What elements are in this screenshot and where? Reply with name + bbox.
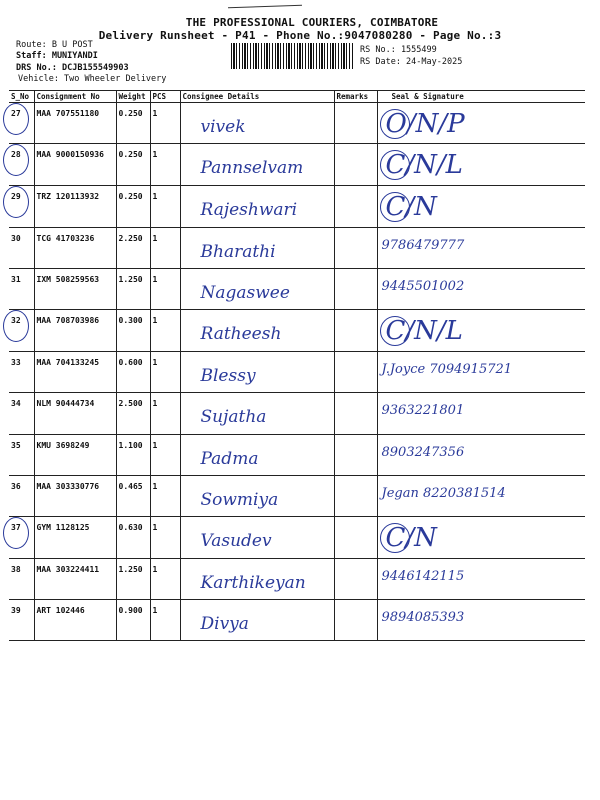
weight-text: 0.600	[118, 358, 143, 367]
weight-text: 0.250	[118, 192, 143, 201]
pcs-text: 1	[152, 234, 158, 243]
runsheet-title: Delivery Runsheet - P41 - Phone No.:9047080280 - Page No.:3	[98, 29, 502, 42]
table-row	[9, 435, 585, 476]
signature-handwritten: C/N/L	[385, 316, 463, 346]
table-row	[9, 559, 585, 600]
pcs-text: 1	[152, 523, 158, 532]
table-row	[9, 103, 585, 144]
signature-handwritten: J.Joyce 7094915721	[381, 362, 513, 377]
serial-number: 33	[11, 358, 21, 367]
signature-cell	[377, 600, 585, 641]
pcs-cell	[150, 269, 180, 310]
consignee-handwritten-name: Sowmiya	[200, 490, 279, 510]
weight-cell	[116, 476, 150, 517]
remarks-cell	[334, 269, 377, 310]
table-row	[9, 228, 585, 269]
col-header-remarks: Remarks	[334, 91, 377, 103]
col-header-sno: S_No	[9, 91, 34, 103]
weight-text: 0.250	[118, 109, 143, 118]
drs-label: DRS No.: DCJB155549903	[16, 63, 129, 73]
delivery-table	[9, 90, 585, 641]
signature-handwritten: 9363221801	[381, 403, 465, 418]
serial-number: 37	[11, 523, 21, 532]
consignment-text: TCG 41703236	[36, 234, 95, 243]
consignment-text: MAA 303330776	[36, 482, 100, 491]
consignee-handwritten-name: vivek	[200, 117, 246, 137]
sno-cell	[9, 393, 34, 435]
signature-cell	[377, 103, 585, 144]
pcs-text: 1	[152, 482, 158, 491]
consignment-text: GYM 1128125	[36, 523, 90, 532]
vehicle-label: Vehicle: Two Wheeler Delivery	[18, 74, 167, 84]
table-row	[9, 393, 585, 435]
serial-number: 28	[11, 150, 21, 159]
consignment-text: IXM 508259563	[36, 275, 100, 284]
signature-handwritten: 9894085393	[381, 610, 465, 625]
weight-cell	[116, 435, 150, 476]
pcs-cell	[150, 144, 180, 186]
consignee-cell	[180, 352, 334, 393]
sno-cell	[9, 435, 34, 476]
signature-cell	[377, 393, 585, 435]
consignee-cell	[180, 269, 334, 310]
weight-cell	[116, 352, 150, 393]
weight-cell	[116, 517, 150, 559]
serial-number: 29	[11, 192, 21, 201]
serial-number: 34	[11, 399, 21, 408]
pcs-cell	[150, 600, 180, 641]
consignment-cell	[34, 476, 116, 517]
seal-circle-mark	[380, 109, 410, 139]
signature-handwritten: 8903247356	[381, 445, 465, 460]
sno-cell	[9, 228, 34, 269]
consignment-text: MAA 708703986	[36, 316, 100, 325]
weight-text: 2.500	[118, 399, 143, 408]
consignee-handwritten-name: Sujatha	[200, 407, 267, 427]
col-header-consignee: Consignee Details	[180, 91, 334, 103]
consignee-handwritten-name: Ratheesh	[200, 324, 282, 344]
seal-circle-mark	[380, 192, 410, 222]
consignment-text: MAA 9000150936	[36, 150, 104, 159]
consignee-cell	[180, 393, 334, 435]
consignee-handwritten-name: Padma	[200, 449, 259, 469]
weight-text: 0.300	[118, 316, 143, 325]
staff-label: Staff: MUNIYANDI	[16, 51, 98, 61]
table-row	[9, 352, 585, 393]
signature-handwritten: 9445501002	[381, 279, 465, 294]
remarks-cell	[334, 186, 377, 228]
remarks-cell	[334, 103, 377, 144]
signature-cell	[377, 476, 585, 517]
signature-handwritten: C/N	[385, 523, 437, 553]
barcode	[231, 43, 354, 69]
sno-cell	[9, 310, 34, 352]
sno-cell	[9, 269, 34, 310]
pcs-cell	[150, 559, 180, 600]
consignment-cell	[34, 559, 116, 600]
remarks-cell	[334, 393, 377, 435]
table-row	[9, 600, 585, 641]
consignee-cell	[180, 517, 334, 559]
top-pen-mark	[228, 5, 302, 9]
consignee-cell	[180, 559, 334, 600]
serial-number: 39	[11, 606, 21, 615]
pcs-cell	[150, 476, 180, 517]
table-row	[9, 186, 585, 228]
signature-cell	[377, 435, 585, 476]
consignment-cell	[34, 600, 116, 641]
pcs-text: 1	[152, 399, 158, 408]
table-row	[9, 310, 585, 352]
consignment-text: MAA 704133245	[36, 358, 100, 367]
rs-date: RS Date: 24-May-2025	[360, 57, 463, 67]
consignee-handwritten-name: Rajeshwari	[200, 200, 298, 220]
col-header-weight: Weight	[116, 91, 150, 103]
weight-cell	[116, 186, 150, 228]
consignee-handwritten-name: Blessy	[200, 366, 256, 386]
consignment-cell	[34, 186, 116, 228]
rs-number: RS No.: 1555499	[360, 45, 437, 55]
signature-cell	[377, 144, 585, 186]
weight-cell	[116, 144, 150, 186]
consignment-cell	[34, 228, 116, 269]
pcs-cell	[150, 103, 180, 144]
sno-cell	[9, 600, 34, 641]
consignee-handwritten-name: Karthikeyan	[200, 573, 306, 593]
consignment-text: NLM 90444734	[36, 399, 95, 408]
signature-cell	[377, 186, 585, 228]
remarks-cell	[334, 228, 377, 269]
pcs-cell	[150, 310, 180, 352]
consignment-text: MAA 303224411	[36, 565, 100, 574]
consignee-handwritten-name: Pannselvam	[200, 158, 304, 178]
table-row	[9, 476, 585, 517]
weight-cell	[116, 559, 150, 600]
consignee-cell	[180, 228, 334, 269]
pcs-text: 1	[152, 109, 158, 118]
weight-text: 0.630	[118, 523, 143, 532]
signature-handwritten: C/N	[385, 192, 437, 222]
remarks-cell	[334, 559, 377, 600]
pcs-cell	[150, 352, 180, 393]
consignment-cell	[34, 144, 116, 186]
remarks-cell	[334, 476, 377, 517]
consignee-handwritten-name: Vasudev	[200, 531, 272, 551]
consignment-text: MAA 707551180	[36, 109, 100, 118]
weight-text: 0.250	[118, 150, 143, 159]
serial-number: 31	[11, 275, 21, 284]
weight-cell	[116, 269, 150, 310]
consignee-handwritten-name: Divya	[200, 614, 249, 634]
route-label: Route: B U POST	[16, 40, 93, 50]
signature-cell	[377, 352, 585, 393]
consignment-cell	[34, 393, 116, 435]
weight-text: 1.250	[118, 275, 143, 284]
seal-circle-mark	[380, 150, 410, 180]
signature-cell	[377, 310, 585, 352]
consignment-cell	[34, 517, 116, 559]
table-header-row	[9, 91, 585, 103]
sno-cell	[9, 559, 34, 600]
consignee-cell	[180, 310, 334, 352]
serial-number: 27	[11, 109, 21, 118]
sno-cell	[9, 103, 34, 144]
remarks-cell	[334, 310, 377, 352]
weight-text: 0.900	[118, 606, 143, 615]
signature-handwritten: O/N/P	[385, 109, 465, 139]
table-row	[9, 269, 585, 310]
remarks-cell	[334, 352, 377, 393]
remarks-cell	[334, 600, 377, 641]
pcs-cell	[150, 393, 180, 435]
pcs-text: 1	[152, 565, 158, 574]
serial-number: 36	[11, 482, 21, 491]
consignee-cell	[180, 435, 334, 476]
company-title: THE PROFESSIONAL COURIERS, COIMBATORE	[185, 16, 439, 29]
weight-cell	[116, 228, 150, 269]
consignment-cell	[34, 310, 116, 352]
signature-cell	[377, 228, 585, 269]
serial-number: 32	[11, 316, 21, 325]
serial-number: 35	[11, 441, 21, 450]
consignee-cell	[180, 600, 334, 641]
consignment-cell	[34, 103, 116, 144]
table-row	[9, 144, 585, 186]
pcs-text: 1	[152, 316, 158, 325]
consignee-cell	[180, 144, 334, 186]
col-header-signature: Seal & Signature	[377, 91, 585, 103]
serial-number: 38	[11, 565, 21, 574]
sno-cell	[9, 144, 34, 186]
signature-cell	[377, 559, 585, 600]
signature-handwritten: 9446142115	[381, 569, 465, 584]
pcs-text: 1	[152, 358, 158, 367]
weight-text: 1.100	[118, 441, 143, 450]
consignee-handwritten-name: Bharathi	[200, 242, 276, 262]
weight-text: 1.250	[118, 565, 143, 574]
seal-circle-mark	[380, 523, 410, 553]
consignee-cell	[180, 476, 334, 517]
weight-cell	[116, 600, 150, 641]
sno-cell	[9, 352, 34, 393]
signature-handwritten: Jegan 8220381514	[381, 486, 506, 501]
consignee-cell	[180, 103, 334, 144]
remarks-cell	[334, 517, 377, 559]
consignment-text: ART 102446	[36, 606, 85, 615]
consignment-cell	[34, 269, 116, 310]
consignment-text: TRZ 120113932	[36, 192, 100, 201]
remarks-cell	[334, 144, 377, 186]
sno-cell	[9, 517, 34, 559]
col-header-consignment: Consignment No	[34, 91, 116, 103]
pcs-cell	[150, 435, 180, 476]
pcs-cell	[150, 517, 180, 559]
weight-cell	[116, 103, 150, 144]
pcs-text: 1	[152, 441, 158, 450]
pcs-cell	[150, 228, 180, 269]
weight-text: 0.465	[118, 482, 143, 491]
pcs-text: 1	[152, 275, 158, 284]
signature-cell	[377, 269, 585, 310]
consignment-cell	[34, 435, 116, 476]
seal-circle-mark	[380, 316, 410, 346]
weight-cell	[116, 310, 150, 352]
pcs-text: 1	[152, 150, 158, 159]
signature-handwritten: 9786479777	[381, 238, 465, 253]
pcs-text: 1	[152, 192, 158, 201]
pcs-cell	[150, 186, 180, 228]
pcs-text: 1	[152, 606, 158, 615]
consignment-text: KMU 3698249	[36, 441, 90, 450]
sno-cell	[9, 476, 34, 517]
table-row	[9, 517, 585, 559]
col-header-pcs: PCS	[150, 91, 180, 103]
serial-number: 30	[11, 234, 21, 243]
signature-cell	[377, 517, 585, 559]
sno-cell	[9, 186, 34, 228]
weight-cell	[116, 393, 150, 435]
consignment-cell	[34, 352, 116, 393]
consignee-handwritten-name: Nagaswee	[200, 283, 290, 303]
consignee-cell	[180, 186, 334, 228]
remarks-cell	[334, 435, 377, 476]
weight-text: 2.250	[118, 234, 143, 243]
signature-handwritten: C/N/L	[385, 150, 463, 180]
